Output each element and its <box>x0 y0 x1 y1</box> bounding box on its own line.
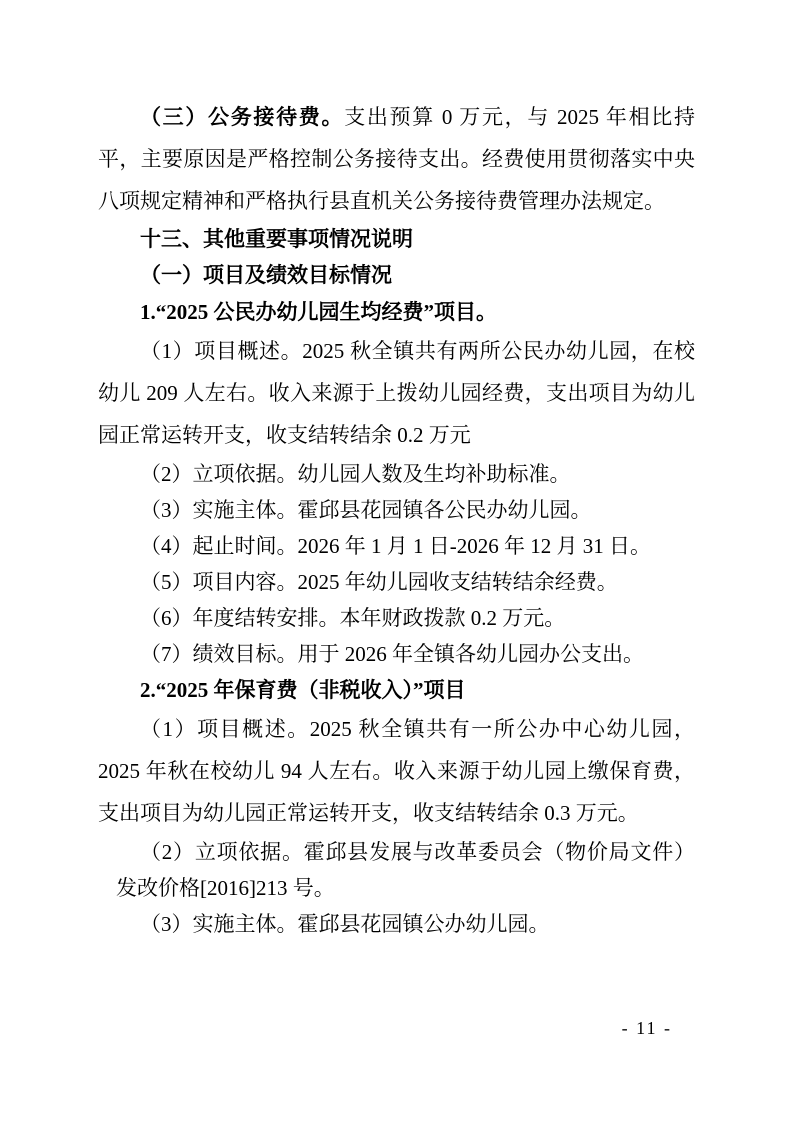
paragraph-body-text: 支出预算 0 万元，与 2025 年相比持平，主要原因是严格控制公务接待支出。经费使用贯彻落实中央八项规定精神和严格执行县直机关公务接待费管理办法规定。 <box>98 105 695 213</box>
project1-item-basis: （2）立项依据。幼儿园人数及生均补助标准。 <box>140 462 571 486</box>
project1-item-implementer: （3）实施主体。霍邱县花园镇各公民办幼儿园。 <box>140 498 592 522</box>
project2-item-implementer: （3）实施主体。霍邱县花园镇公办幼儿园。 <box>140 912 550 936</box>
project1-item-overview: （1）项目概述。2025 秋全镇共有两所公民办幼儿园，在校幼儿 209 人左右。收入来源于上拨幼儿园经费，支出项目为幼儿园正常运转开支，收支结转结余 0.2 万元 <box>98 339 695 447</box>
document-content <box>98 96 695 942</box>
project1-item-content: （5）项目内容。2025 年幼儿园收支结转结余经费。 <box>140 570 618 594</box>
page-number: - 11 - <box>621 1018 672 1038</box>
project2-title: 2.“2025 年保育费（非税收入）”项目 <box>140 678 466 702</box>
project1-title: 1.“2025 公民办幼儿园生均经费”项目。 <box>140 300 497 324</box>
paragraph-lead-bold: （三）公务接待费。 <box>140 105 345 129</box>
project2-item-overview: （1）项目概述。2025 秋全镇共有一所公办中心幼儿园，2025 年秋在校幼儿 94 人左右。收入来源于幼儿园上缴保育费，支出项目为幼儿园正常运转开支，收支结转结余 0.3 万元。 <box>98 717 695 825</box>
paragraph-official-reception-expense <box>98 96 695 222</box>
subsection-heading-project-performance: （一）项目及绩效目标情况 <box>140 264 392 287</box>
project1-item-duration: （4）起止时间。2026 年 1 月 1 日-2026 年 12 月 31 日。 <box>140 534 651 558</box>
project1-item-carryover: （6）年度结转安排。本年财政拨款 0.2 万元。 <box>140 606 566 630</box>
project1-item-performance-goal: （7）绩效目标。用于 2026 年全镇各幼儿园办公支出。 <box>140 642 644 666</box>
section-heading-other-important-matters: 十三、其他重要事项情况说明 <box>140 228 413 251</box>
project2-item-basis: （2）立项依据。霍邱县发展与改革委员会（物价局文件）发改价格[2016]213 号。 <box>116 840 695 900</box>
